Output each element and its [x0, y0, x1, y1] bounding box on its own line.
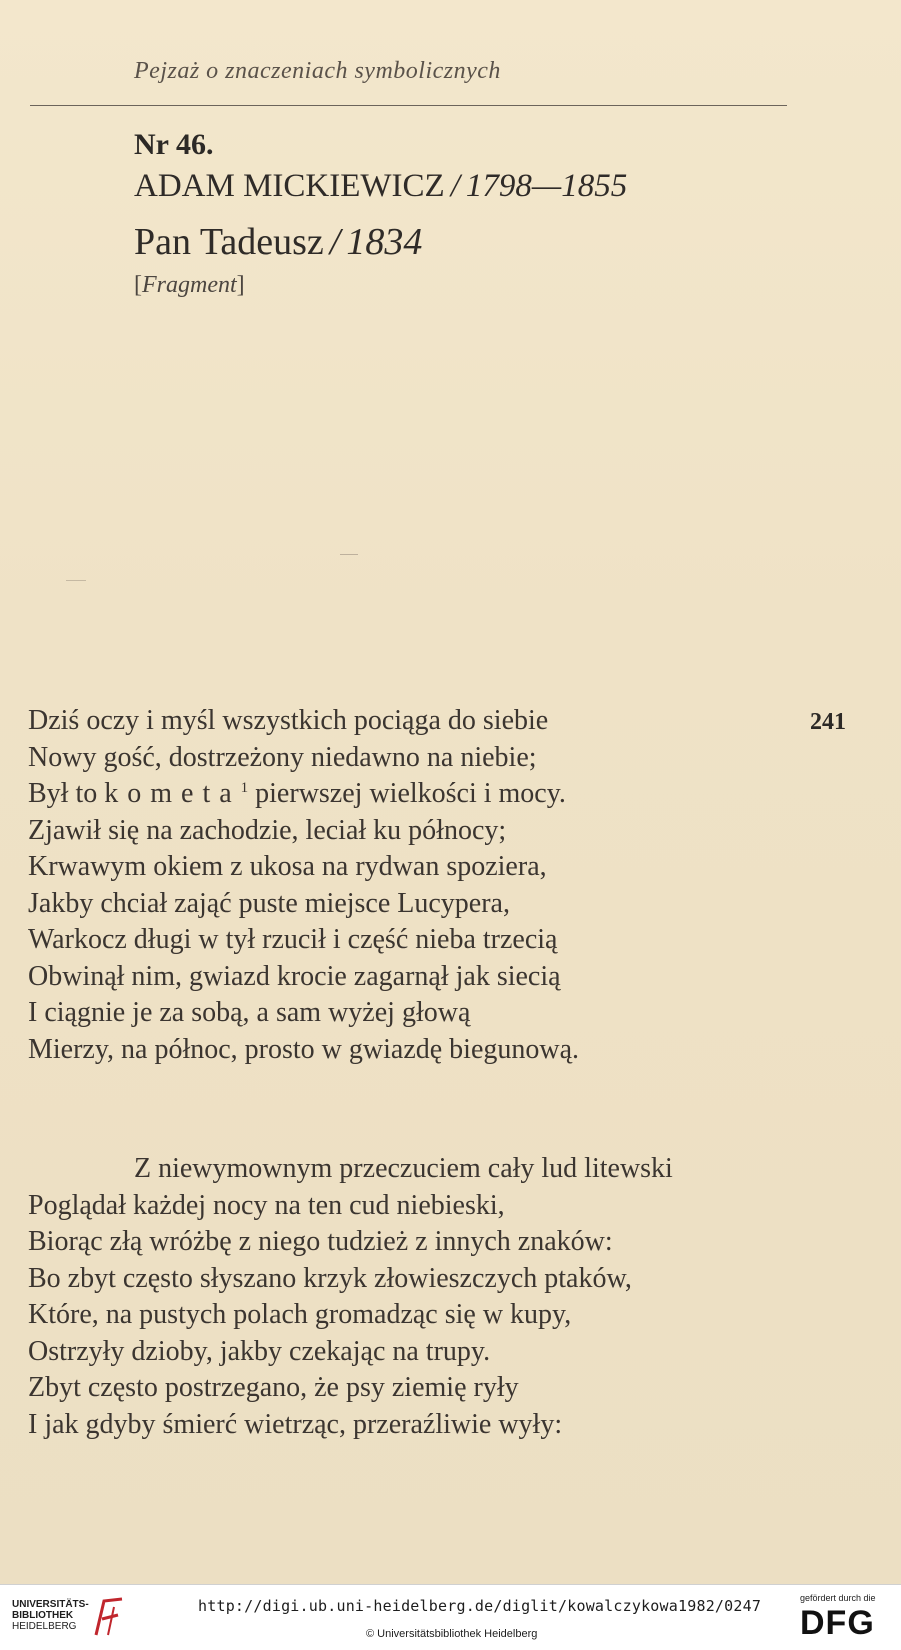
running-head: Pejzaż o znaczeniach symbolicznych: [134, 58, 501, 84]
author-dates: 1798—1855: [465, 168, 628, 204]
funding-caption: gefördert durch die: [800, 1593, 876, 1603]
library-emblem-icon: [92, 1595, 126, 1639]
stanza-1: [28, 703, 579, 1068]
verse-line: Jakby chciał zająć puste miejsce Lucypera,: [28, 887, 510, 919]
paper-mark: [66, 580, 86, 581]
verse-line: Dziś oczy i myśl wszystkich pociąga do siebie: [28, 705, 549, 736]
document-url-link[interactable]: http://digi.ub.uni-heidelberg.de/diglit/kowalczykowa1982/0247: [198, 1597, 762, 1615]
verse-line: Bo zbyt często słyszano krzyk złowieszczych ptaków,: [28, 1262, 632, 1294]
verse-line: Z niewymownym przeczuciem cały lud litewski: [134, 1153, 673, 1184]
library-logo[interactable]: [12, 1599, 89, 1632]
poem-year: 1834: [346, 221, 423, 263]
title-separator: /: [329, 221, 341, 263]
verse-line: I jak gdyby śmierć wietrząc, przeraźliwie wyły:: [28, 1408, 563, 1440]
verse-line: Nowy gość, dostrzeżony niedawno na niebie;: [28, 741, 537, 773]
fragment-close-bracket: ]: [236, 272, 245, 298]
fragment-word: Fragment: [142, 272, 237, 298]
verse-line: Ostrzyły dzioby, jakby czekając na trupy.: [28, 1335, 491, 1367]
page-number: 241: [810, 709, 846, 735]
verse-line: Zbyt często postrzegano, że psy ziemię ryły: [28, 1372, 519, 1403]
verse-line: Biorąc złą wróżbę z niego tudzież z innych znaków:: [28, 1226, 613, 1257]
verse-line: Obwinął nim, gwiazd krocie zagarnął jak siecią: [28, 960, 561, 992]
viewer-footer: [0, 1584, 901, 1650]
dfg-logo[interactable]: DFG: [800, 1604, 875, 1642]
verse-line: I ciągnie je za sobą, a sam wyżej głową: [28, 997, 471, 1028]
copyright-notice: © Universitätsbibliothek Heidelberg: [366, 1628, 538, 1640]
verse-line-comet: [28, 776, 579, 813]
library-name-line-1: UNIVERSITÄTS-: [12, 1599, 89, 1610]
entry-number: Nr 46.: [134, 128, 214, 161]
paper-mark: [340, 554, 358, 555]
author-line: [134, 168, 627, 205]
verse-line: Poglądał każdej nocy na ten cud niebieski,: [28, 1189, 505, 1221]
verse-line: Krwawym okiem z ukosa na rydwan spoziera,: [28, 851, 547, 882]
poem-title: Pan Tadeusz: [134, 221, 324, 263]
library-name-line-2: BIBLIOTHEK: [12, 1610, 74, 1621]
footnote-marker: 1: [240, 780, 249, 796]
author-separator: /: [450, 168, 460, 204]
verse-line: Które, na pustych polach gromadząc się w kupy,: [28, 1299, 572, 1330]
header-rule: [30, 105, 787, 106]
verse-line: Mierzy, na północ, prosto w gwiazdę biegunową.: [28, 1033, 580, 1065]
comet-spaced-word: kometa: [104, 778, 241, 809]
fragment-label: [134, 272, 245, 299]
author-name: ADAM MICKIEWICZ: [134, 168, 445, 204]
verse-line: Warkocz długi w tył rzucił i część nieba trzecią: [28, 924, 558, 955]
stanza-2: [28, 1151, 673, 1443]
fragment-open-bracket: [: [134, 272, 142, 298]
library-name-line-3: HEIDELBERG: [12, 1621, 77, 1632]
poem-title-line: [134, 220, 422, 264]
comet-line-suffix: pierwszej wielkości i mocy.: [248, 778, 566, 809]
comet-line-prefix: Był to: [28, 778, 105, 809]
verse-line: Zjawił się na zachodzie, leciał ku północy;: [28, 814, 507, 846]
